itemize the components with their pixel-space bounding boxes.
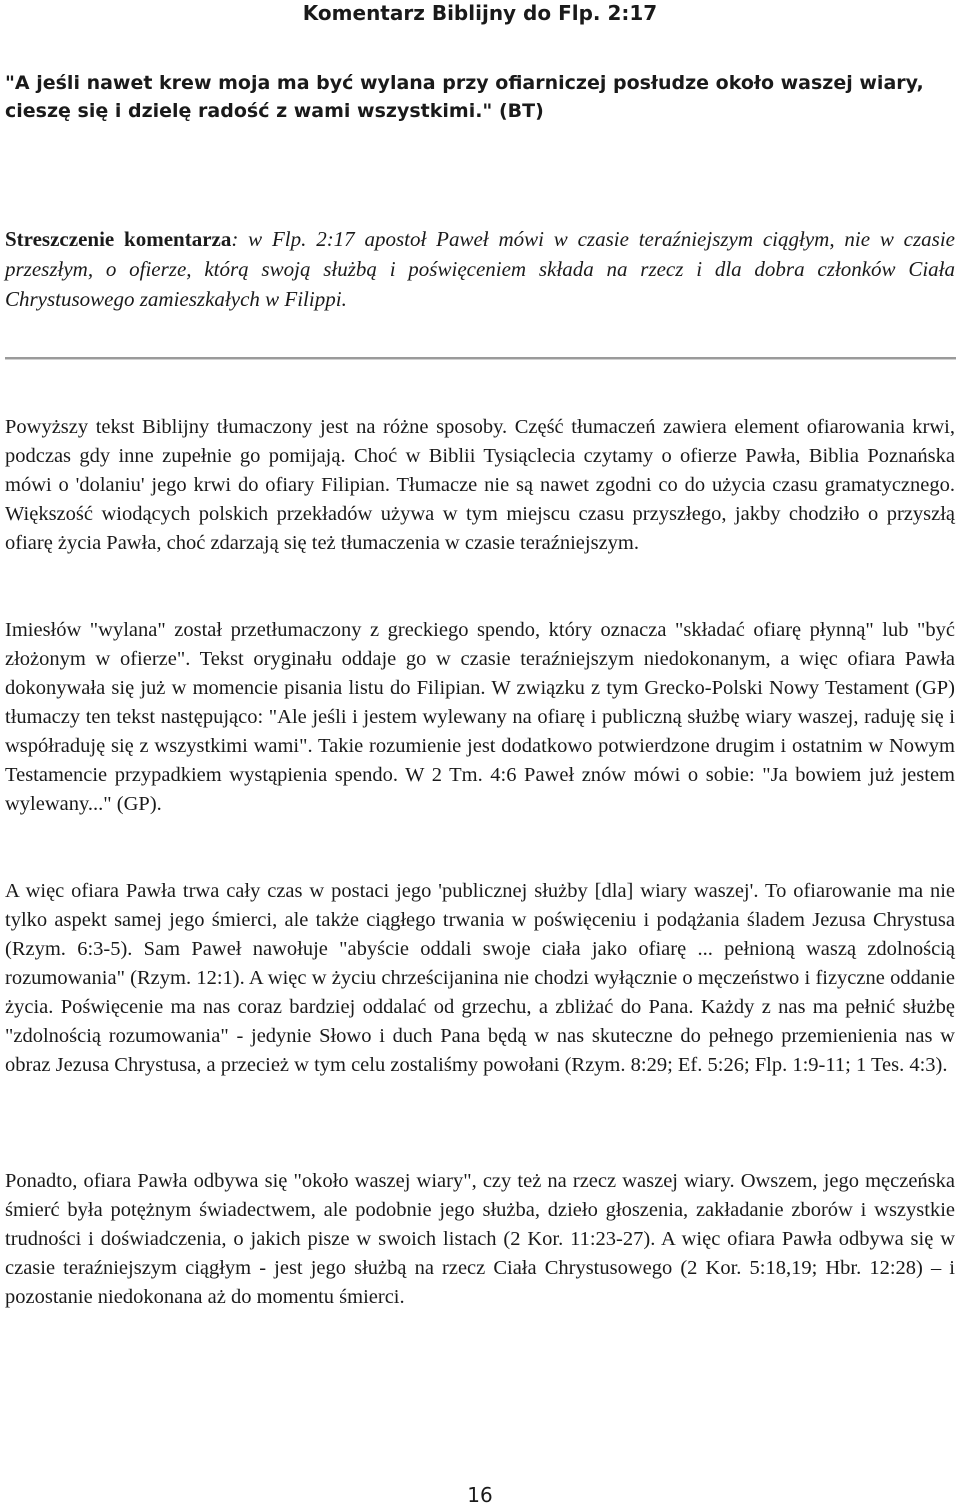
summary-label: Streszczenie komentarza <box>5 227 232 251</box>
bible-verse-quote: "A jeśli nawet krew moja ma być wylana przy ofiarniczej posłudze około waszej wiary, cieszę się i dzielę radość z wami wszystkimi." (BT) <box>5 72 924 122</box>
document-title: Komentarz Biblijny do Flp. 2:17 <box>302 1 658 25</box>
paragraph-spendo: Imiesłów "wylana" został przetłumaczony z greckiego spendo, który oznacza "składać ofiarę płynną" lub "być złożonym w ofierze". Tekst oryginału oddaje go w czasie teraźniejszym niedokonanym, a więc ofiara Pawła dokonywała się już w momencie pisania listu do Filipian. W związku z tym Grecko-Polski Nowy Testament (GP) tłumaczy ten tekst następująco: "Ale jeśli i jestem wylewany na ofiarę i publiczną służbę wiary waszej, raduję się i współraduję się z wszystkimi wami". Takie rozumienie jest dodatkowo potwierdzone drugim i ostatnim w Nowym Testamencie przypadkiem wystąpienia spendo. W 2 Tm. 4:6 Paweł znów mówi o sobie: "Ja bowiem już jestem wylewany..." (GP). <box>5 619 955 815</box>
summary-colon: : <box>231 227 239 251</box>
commentary-summary <box>5 224 955 314</box>
page-number: 16 <box>467 1483 493 1507</box>
paragraph-sacrifice: A więc ofiara Pawła trwa cały czas w postaci jego 'publicznej służby [dla] wiary waszej'. To ofiarowanie ma nie tylko aspekt samej jego śmierci, ale także ciągłego trwania w poświęceniu i podążania śladem Jezusa Chrystusa (Rzym. 6:3-5). Sam Paweł nawołuje "abyście oddali swoje ciała jako ofiarę ... pełnioną waszą zdolnością rozumowania" (Rzym. 12:1). A więc w życiu chrześcijanina nie chodzi wyłącznie o męczeństwo i fizyczne oddanie życia. Poświęcenie ma nas coraz bardziej oddalać od grzechu, a zbliżać do Pana. Każdy z nas ma pełnić służbę "zdolnością rozumowania" - jedynie Słowo i duch Pana będą w nas skuteczne do pełnego przemienienia nas w obraz Jezusa Chrystusa, a przecież w tym celu zostaliśmy powołani (Rzym. 8:29; Ef. 5:26; Flp. 1:9-11; 1 Tes. 4:3). <box>5 880 955 1076</box>
paragraph-faith: Ponadto, ofiara Pawła odbywa się "około waszej wiary", czy też na rzecz waszej wiary. Owszem, jego męczeńska śmierć była potężnym świadectwem, ale podobnie jego służba, dzieło głoszenia, zakładanie zborów i wszystkie trudności i doświadczenia, o jakich pisze w swoich listach (2 Kor. 11:23-27). A więc ofiara Pawła odbywa się w czasie teraźniejszym ciągłym - jest jego służbą na rzecz Ciała Chrystusowego (2 Kor. 5:18,19; Hbr. 12:28) – i pozostanie niedokonana aż do momentu śmierci. <box>5 1170 955 1308</box>
horizontal-divider <box>5 357 956 360</box>
paragraph-translations: Powyższy tekst Biblijny tłumaczony jest na różne sposoby. Część tłumaczeń zawiera element ofiarowania krwi, podczas gdy inne zupełnie go pomijają. Choć w Biblii Tysiąclecia czytamy o ofierze Pawła, Biblia Poznańska mówi o 'dolaniu' jego krwi do ofiary Filipian. Tłumacze nie są nawet zgodni co do użycia czasu gramatycznego. Większość wiodących polskich przekładów używa w tym miejscu czasu przyszłego, jakby chodziło o przyszłą ofiarę życia Pawła, choć zdarzają się też tłumaczenia w czasie teraźniejszym. <box>5 416 955 554</box>
summary-text: w Flp. 2:17 apostoł Paweł mówi w czasie teraźniejszym ciągłym, nie w czasie przeszłym, o ofierze, którą swoją służbą i poświęceniem składa na rzecz i dla dobra członków Ciała Chrystusowego zamieszkałych w Filippi. <box>5 227 955 311</box>
